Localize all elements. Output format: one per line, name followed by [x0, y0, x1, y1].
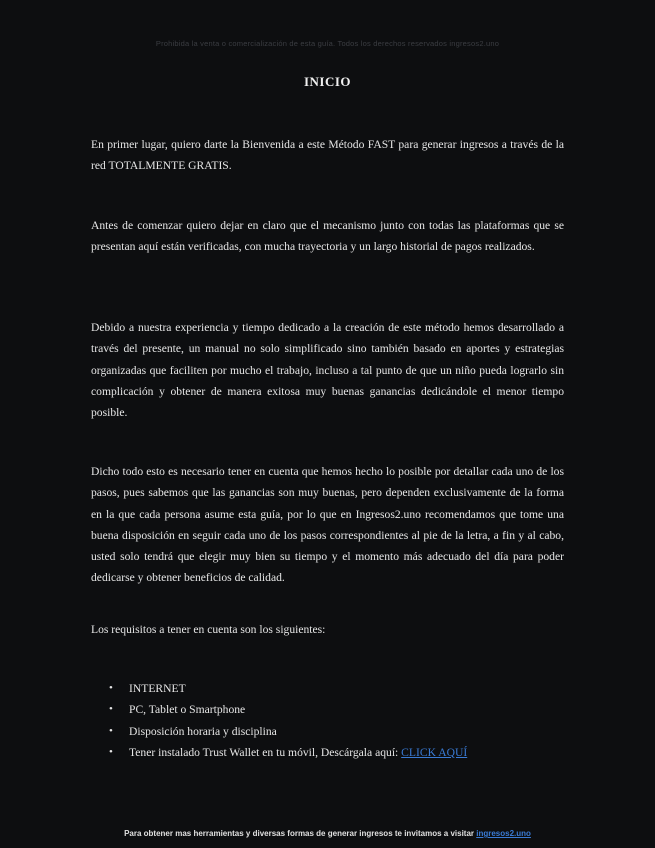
requirement-text: PC, Tablet o Smartphone: [129, 703, 246, 717]
requirement-text: Tener instalado Trust Wallet en tu móvil, Descárgala aquí:: [129, 745, 402, 759]
paragraph-instructions-text: Dicho todo esto es necesario tener en cuenta que hemos hecho lo posible por detallar cada uno de los pasos, pues sabemos que las ganancias son muy buenas, pero dependen exclusivamente de la forma en la que cada persona asume esta guía, por lo que en Ingresos2.uno recomendamos que tome una buena disposición en seguir cada uno de los pasos correspondientes al pie de la letra, a fin y al cabo, usted solo tendrá que elegir muy bien su tiempo y el momento más adecuado del día para poder dedicarse y obtener beneficios de calidad.: [91, 465, 564, 585]
footer-website-link[interactable]: ingresos2.uno: [476, 829, 531, 838]
page-title: INICIO: [303, 74, 352, 89]
paragraph-experience: [91, 317, 564, 423]
requirements-list: [91, 678, 564, 763]
footer: [0, 829, 655, 838]
requirement-text: INTERNET: [129, 682, 186, 695]
paragraph-experience-text: Debido a nuestra experiencia y tiempo dedicado a la creación de este método hemos desarrollado a través del presente, un manual no solo simplificado sino también basado en aportes y estrategias organizadas que faciliten por mucho el trabajo, incluso a tal punto de que un niño pueda lograrlo sin complicación y obtener de manera exitosa muy buenas ganancias dedicándole el menor tiempo posible.: [91, 321, 564, 420]
bullet-icon: •: [109, 703, 113, 716]
list-item: [109, 678, 564, 699]
bullet-icon: •: [109, 682, 113, 694]
paragraph-instructions: [91, 461, 564, 589]
list-item: [109, 742, 564, 763]
requirement-text: Disposición horaria y disciplina: [129, 724, 277, 738]
bullet-icon: •: [109, 745, 113, 758]
paragraph-verification-text: Antes de comenzar quiero dejar en claro que el mecanismo junto con todas las plataformas que se presentan aquí están verificadas, con mucha trayectoria y un largo historial de pagos realizados.: [91, 219, 564, 254]
list-item: [109, 699, 564, 720]
paragraph-welcome: [91, 134, 564, 177]
paragraph-welcome-text: En primer lugar, quiero darte la Bienvenida a este Método FAST para generar ingresos a través de la red TOTALMENTE GRATIS.: [91, 138, 564, 173]
list-item: [109, 721, 564, 742]
trust-wallet-download-link[interactable]: CLICK AQUÍ: [401, 745, 468, 759]
paragraph-requirements-intro: [91, 619, 564, 640]
paragraph-requirements-intro-text: Los requisitos a tener en cuenta son los siguientes:: [91, 623, 326, 636]
bullet-icon: •: [109, 724, 113, 737]
header-note: Prohibida la venta o comercialización de esta guía. Todos los derechos reservados ingresos2.uno: [155, 39, 500, 48]
footer-text: Para obtener mas herramientas y diversas formas de generar ingresos te invitamos a visitar: [124, 829, 477, 838]
paragraph-verification: [91, 215, 564, 258]
